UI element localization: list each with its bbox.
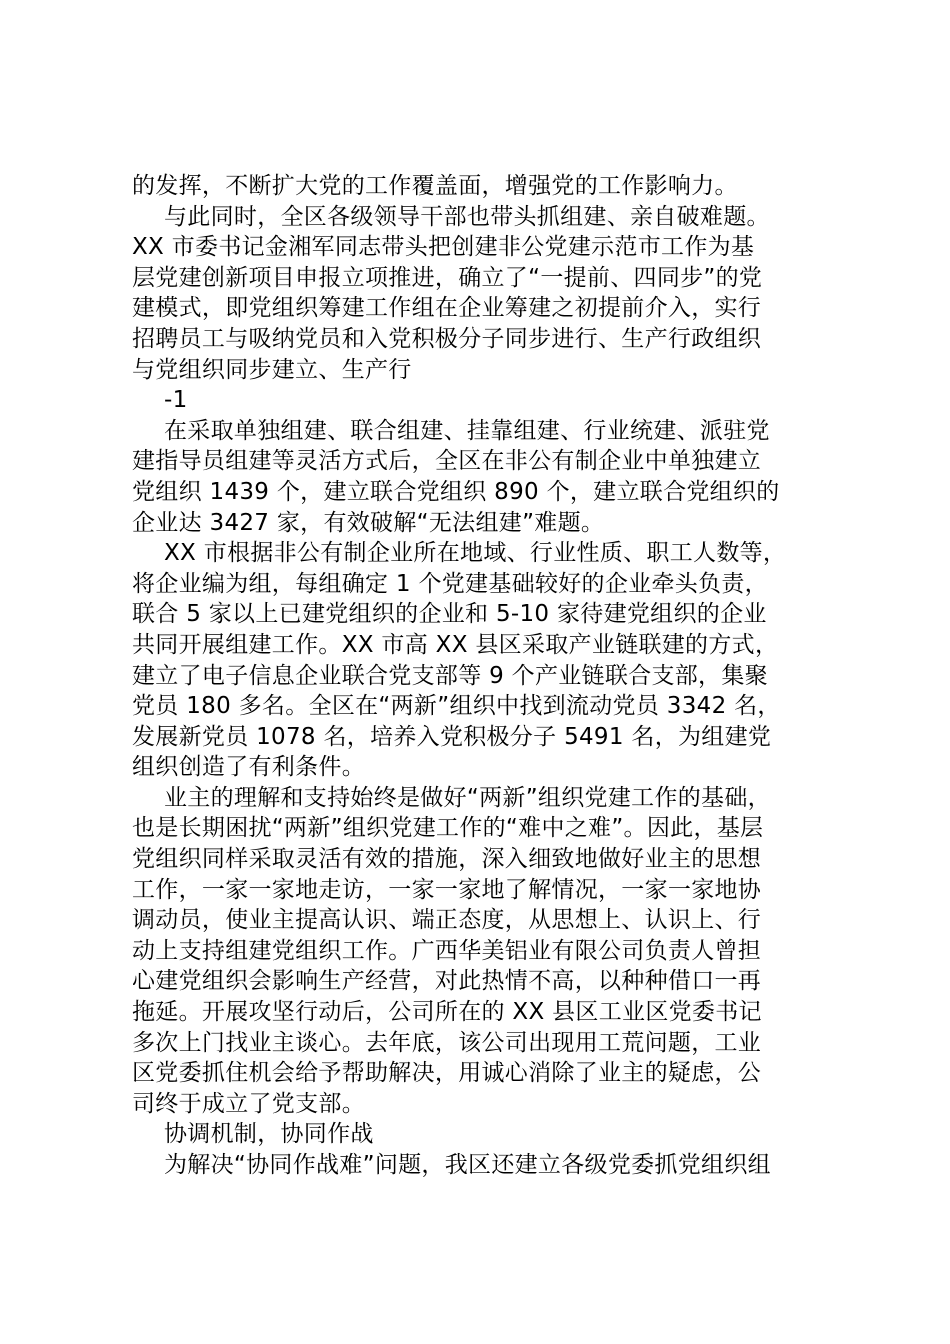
text-line: 也是长期困扰“两新”组织党建工作的“难中之难”。因此，基层 [132,815,764,842]
text-line: 区党委抓住机会给予帮助解决，用诚心消除了业主的疑虑，公 [132,1060,762,1087]
text-line: 发展新党员 1078 名，培养入党积极分子 5491 名，为组建党 [132,723,772,750]
text-line: 建立了电子信息企业联合党支部等 9 个产业链联合支部，集聚 [132,662,768,689]
text-line: 与党组织同步建立、生产行 [132,356,412,383]
text-line: 招聘员工与吸纳党员和入党积极分子同步进行、生产行政组织 [132,325,762,352]
text-line: 党组织同样采取灵活有效的措施，深入细致地做好业主的思想 [132,846,762,873]
text-line: 调动员，使业主提高认识、端正态度，从思想上、认识上、行 [132,907,762,934]
text-line: 建指导员组建等灵活方式后，全区在非公有制企业中单独建立 [132,448,762,475]
text-line: 业主的理解和支持始终是做好“两新”组织党建工作的基础， [164,784,771,811]
body-text [132,171,842,1181]
text-line: 党组织 1439 个，建立联合党组织 890 个，建立联合党组织的 [132,478,780,505]
text-line: 动上支持组建党组织工作。广西华美铝业有限公司负责人曾担 [132,937,762,964]
text-line: 层党建创新项目申报立项推进，确立了“一提前、四同步”的党 [132,264,763,291]
text-line: 与此同时，全区各级领导干部也带头抓组建、亲自破难题。 [164,203,770,230]
text-line: 党员 180 多名。全区在“两新”组织中找到流动党员 3342 名， [132,693,781,720]
text-line: 多次上门找业主谈心。去年底，该公司出现用工荒问题，工业 [132,1029,762,1056]
text-line: -1 [164,387,188,414]
text-line: 将企业编为组，每组确定 1 个党建基础较好的企业牵头负责， [132,570,768,597]
text-line: 的发挥，不断扩大党的工作覆盖面，增强党的工作影响力。 [132,173,738,199]
text-line: 企业达 3427 家，有效破解“无法组建”难题。 [132,509,605,536]
text-line: 协调机制，协同作战 [164,1121,374,1148]
text-line: 工作，一家一家地走访，一家一家地了解情况，一家一家地协 [132,876,762,903]
text-line: 拖延。开展攻坚行动后，公司所在的 XX 县区工业区党委书记 [132,999,762,1026]
text-line: 共同开展组建工作。XX 市高 XX 县区采取产业链联建的方式， [132,631,779,658]
text-line: XX 市根据非公有制企业所在地域、行业性质、职工人数等， [164,540,787,567]
text-line: 心建党组织会影响生产经营，对此热情不高，以种种借口一再 [132,968,762,995]
text-line: 建模式，即党组织筹建工作组在企业筹建之初提前介入，实行 [132,295,762,322]
text-line: 在采取单独组建、联合组建、挂靠组建、行业统建、派驻党 [164,417,770,444]
text-line: 司终于成立了党支部。 [132,1090,365,1117]
text-line: 联合 5 家以上已建党组织的企业和 5-10 家待建党组织的企业 [132,601,767,628]
text-line: XX 市委书记金湘军同志带头把创建非公党建示范市工作为基 [132,234,755,261]
text-line: 为解决“协同作战难”问题，我区还建立各级党委抓党组织组 [164,1152,771,1178]
text-line: 组织创造了有利条件。 [132,754,365,781]
